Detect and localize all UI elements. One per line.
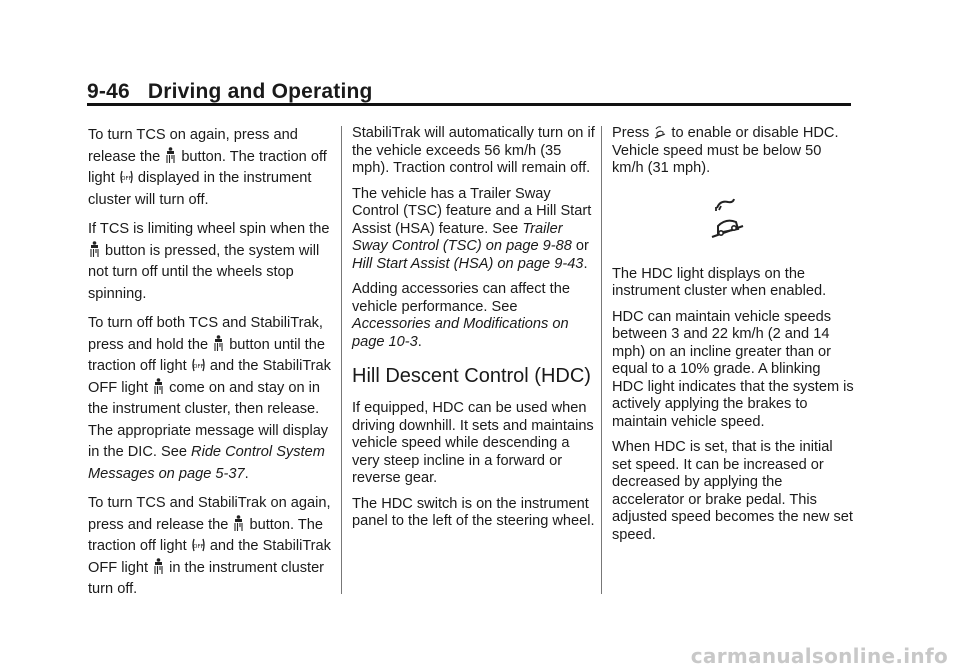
hill-descent-icon bbox=[654, 125, 666, 140]
tcs-off-icon bbox=[165, 147, 176, 164]
paragraph: When HDC is set, that is the initial set speed. It can be increased or decreased by applying the accelerator or brake pedal. This adjusted speed becomes the new set speed. bbox=[612, 439, 853, 543]
stabilitrak-off-icon bbox=[153, 558, 164, 575]
traction-off-light-icon bbox=[192, 357, 205, 373]
paragraph: To turn TCS on again, press and release the button. The traction off light OFF displayed in the instrument cluster will turn off. bbox=[88, 127, 327, 208]
section-heading: Hill Descent Control (HDC) bbox=[352, 365, 591, 387]
paragraph: To turn off both TCS and StabiliTrak, press and hold the button until the traction off light OFF and the StabiliTrak OFF light come on and stay on in the instrument cluster, then release. The appropriate message will display in the DIC. See Ride Control System Messages on page 5-37. bbox=[88, 315, 331, 482]
cross-reference[interactable]: Accessories and Modifications on page 10-3 bbox=[352, 316, 569, 350]
paragraph: The HDC switch is on the instrument panel to the left of the steering wheel. bbox=[352, 495, 595, 529]
hill-descent-icon bbox=[708, 196, 746, 242]
stabilitrak-off-icon bbox=[153, 378, 164, 395]
paragraph: The HDC light displays on the instrument cluster when enabled. bbox=[612, 265, 827, 299]
paragraph: Adding accessories can affect the vehicle performance. See Accessories and Modifications on page 10-3. bbox=[352, 281, 570, 350]
paragraph: HDC can maintain vehicle speeds between 3 and 22 km/h (2 and 14 mph) on an incline greater than or equal to a 10% grade. A blinking HDC light indicates that the system is actively applying the brakes to maintain vehicle speed. bbox=[612, 308, 854, 430]
paragraph: If TCS is limiting wheel spin when the button is pressed, the system will not turn off until the wheels stop spinning. bbox=[88, 221, 330, 302]
svg-text:OFF: OFF bbox=[192, 364, 204, 370]
tcs-off-icon bbox=[213, 335, 224, 352]
traction-off-light-icon bbox=[120, 169, 133, 185]
cross-reference[interactable]: Ride Control System Messages on page 5-37 bbox=[88, 444, 325, 482]
column-divider-1 bbox=[341, 126, 342, 594]
column-2 bbox=[352, 125, 596, 539]
paragraph: To turn TCS and StabiliTrak on again, press and release the button. The traction off light OFF and the StabiliTrak OFF light in the instrument cluster turn off. bbox=[88, 495, 331, 597]
section-title: Driving and Operating bbox=[147, 80, 373, 103]
svg-text:OFF: OFF bbox=[192, 544, 204, 550]
paragraph: The vehicle has a Trailer Sway Control (TSC) feature and a Hill Start Assist (HSA) feature. See Trailer Sway Control (TSC) on page 9-88 or Hill Start Assist (HSA) on page 9-43. bbox=[352, 185, 592, 272]
paragraph: If equipped, HDC can be used when driving downhill. It sets and maintains vehicle speed while descending a very steep incline in a forward or reverse gear. bbox=[352, 400, 594, 486]
svg-text:OFF: OFF bbox=[121, 176, 132, 182]
tcs-off-icon bbox=[233, 515, 244, 532]
cross-reference[interactable]: Trailer Sway Control (TSC) on page 9-88 bbox=[352, 220, 572, 254]
tcs-off-icon bbox=[89, 241, 100, 258]
column-3 bbox=[612, 125, 856, 552]
page-number: 9-46 bbox=[87, 80, 130, 103]
paragraph: Press to enable or disable HDC. Vehicle speed must be below 50 km/h (31 mph). bbox=[612, 125, 839, 176]
column-divider-2 bbox=[601, 126, 602, 594]
traction-off-light-icon bbox=[192, 537, 205, 553]
header-rule bbox=[87, 103, 851, 106]
paragraph: StabiliTrak will automatically turn on if the vehicle exceeds 56 km/h (35 mph). Traction control will remain off. bbox=[352, 125, 595, 176]
watermark: carmanualsonline.info bbox=[690, 644, 948, 668]
column-1 bbox=[88, 125, 334, 609]
page-header bbox=[87, 80, 373, 104]
cross-reference[interactable]: Hill Start Assist (HSA) on page 9-43 bbox=[352, 255, 584, 272]
